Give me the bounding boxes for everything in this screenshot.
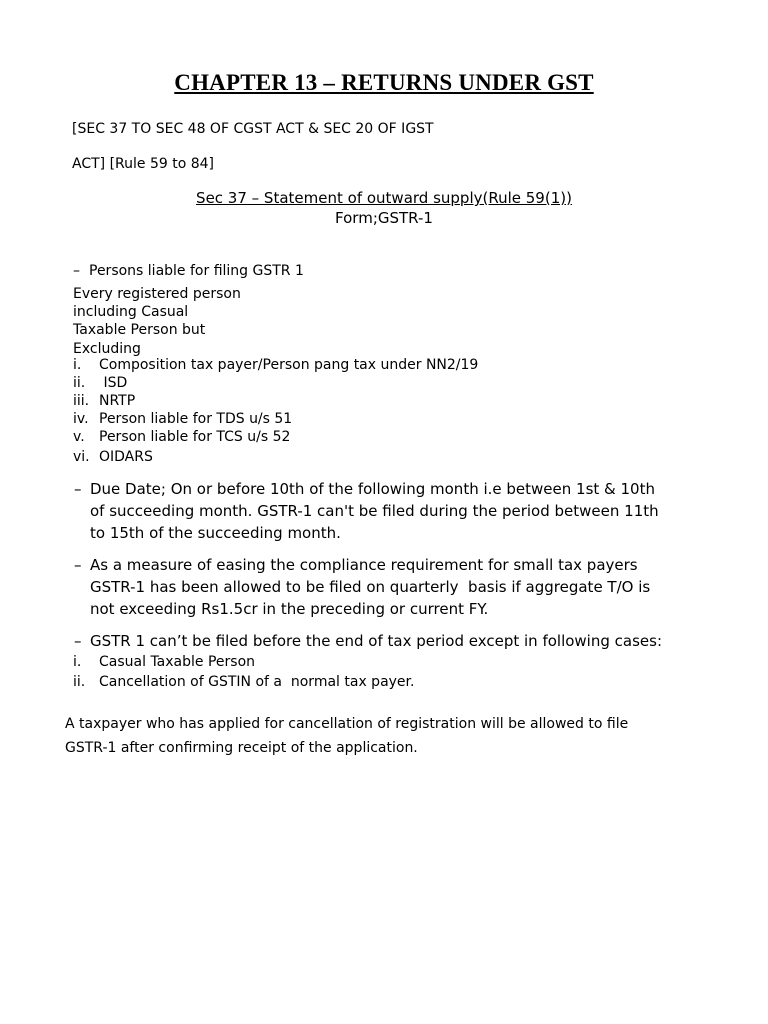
closing-line-1: A taxpayer who has applied for cancellation of registration will be allowed to file [65, 716, 629, 732]
list-item-text: Casual Taxable Person [99, 654, 256, 670]
due-date-line-1 [74, 480, 655, 498]
dash-bullet: – [74, 556, 82, 574]
closing-line-2: GSTR-1 after confirming receipt of the application. [65, 740, 418, 756]
list-item-number: vi. [73, 449, 90, 465]
intro-line-1: [SEC 37 TO SEC 48 OF CGST ACT & SEC 20 OF IGST [72, 121, 434, 137]
persons-liable-line: Taxable Person but [73, 322, 206, 338]
dash-bullet: – [74, 480, 82, 498]
list-item-text: NRTP [99, 393, 136, 409]
list-item-text: Person liable for TDS u/s 51 [99, 411, 293, 427]
section-heading: Sec 37 – Statement of outward supply(Rule 59(1)) [196, 189, 572, 207]
quarterly-line-2: GSTR-1 has been allowed to be filed on quarterly basis if aggregate T/O is [90, 578, 651, 596]
excluding-label: Excluding [73, 341, 141, 357]
list-item [73, 375, 127, 391]
persons-liable-line: Every registered person [73, 286, 241, 302]
list-item-number: i. [73, 357, 82, 373]
before-end-text: GSTR 1 can’t be filed before the end of tax period except in following cases: [90, 632, 662, 650]
list-item-number: ii. [73, 674, 86, 690]
quarterly-line-3: not exceeding Rs1.5cr in the preceding or current FY. [90, 600, 489, 618]
persons-liable-heading [73, 263, 304, 279]
quarterly-line-1 [74, 556, 638, 574]
due-date-text: Due Date; On or before 10th of the following month i.e between 1st & 10th [90, 480, 655, 498]
list-item-text: OIDARS [99, 449, 153, 465]
persons-liable-line: including Casual [73, 304, 189, 320]
due-date-line-3: to 15th of the succeeding month. [90, 524, 341, 542]
list-item [73, 393, 135, 409]
list-item [73, 357, 478, 373]
dash-bullet: – [74, 632, 82, 650]
list-item-number: ii. [73, 375, 86, 391]
list-item-text: Person liable for TCS u/s 52 [99, 429, 291, 445]
form-label: Form;GSTR-1 [335, 209, 433, 227]
list-item [73, 654, 255, 670]
quarterly-text: As a measure of easing the compliance requirement for small tax payers [90, 556, 638, 574]
list-item-text: ISD [99, 375, 128, 391]
page-title: CHAPTER 13 – RETURNS UNDER GST [174, 70, 594, 95]
list-item [73, 449, 153, 465]
list-item-number: i. [73, 654, 82, 670]
intro-line-2: ACT] [Rule 59 to 84] [72, 156, 215, 172]
dash-bullet: – [73, 263, 80, 279]
before-end-line-1 [74, 632, 662, 650]
due-date-line-2: of succeeding month. GSTR-1 can't be filed during the period between 11th [90, 502, 659, 520]
list-item-number: v. [73, 429, 85, 445]
list-item-number: iv. [73, 411, 89, 427]
list-item-text: Cancellation of GSTIN of a normal tax payer. [99, 674, 415, 690]
list-item [73, 674, 414, 690]
list-item [73, 411, 292, 427]
list-item [73, 429, 290, 445]
list-item-number: iii. [73, 393, 90, 409]
persons-liable-heading-text: Persons liable for filing GSTR 1 [89, 263, 304, 279]
list-item-text: Composition tax payer/Person pang tax under NN2/19 [99, 357, 479, 373]
